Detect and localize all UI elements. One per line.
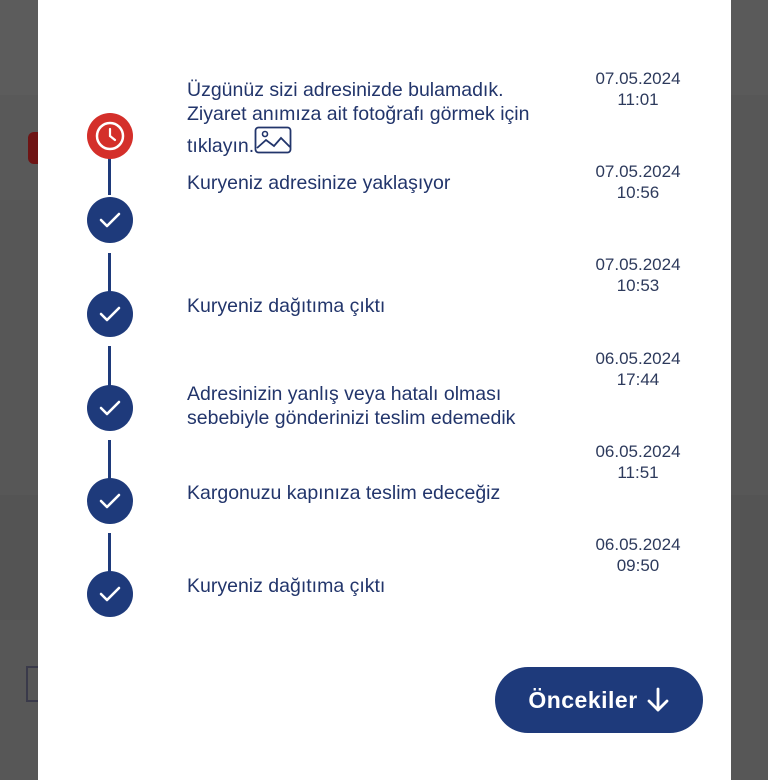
event-timestamp [578, 534, 698, 576]
background-overlay [0, 495, 38, 620]
event-text-line: Kuryeniz adresinize yaklaşıyor [187, 172, 451, 194]
timeline-connector [108, 157, 111, 195]
background-overlay [731, 0, 768, 95]
event-description [187, 574, 567, 598]
event-timestamp [578, 161, 698, 203]
event-text-line: Ziyaret anımıza ait fotoğrafı görmek için [187, 103, 530, 125]
timeline-connector [108, 440, 111, 480]
event-timestamp [578, 348, 698, 390]
arrow-down-icon [646, 687, 670, 713]
previous-events-button[interactable] [495, 667, 703, 733]
event-timestamp [578, 441, 698, 483]
event-date: 06.05.2024 [595, 349, 681, 368]
background-overlay [0, 0, 38, 95]
event-description[interactable] [187, 78, 567, 158]
event-timestamp [578, 254, 698, 296]
event-date: 07.05.2024 [595, 69, 681, 88]
event-time: 10:56 [616, 183, 660, 202]
shipment-history-modal [38, 0, 731, 780]
previous-events-label: Öncekiler [528, 686, 638, 713]
clock-icon [87, 113, 133, 159]
timeline-connector [108, 253, 111, 293]
event-description [187, 382, 567, 430]
event-time: 17:44 [616, 370, 660, 389]
check-icon [87, 291, 133, 337]
event-date: 06.05.2024 [595, 442, 681, 461]
background-overlay [0, 200, 38, 495]
event-time: 11:01 [617, 90, 659, 109]
background-overlay [731, 95, 768, 495]
event-time: 09:50 [616, 556, 660, 575]
event-description [187, 481, 567, 505]
timeline-connector [108, 533, 111, 573]
event-text-line [187, 126, 567, 158]
event-time: 10:53 [616, 276, 660, 295]
event-date: 07.05.2024 [595, 162, 681, 181]
event-text-line: Kargonuzu kapınıza teslim edeceğiz [187, 482, 501, 504]
event-text-line: Kuryeniz dağıtıma çıktı [187, 575, 386, 597]
event-description [187, 294, 567, 318]
event-text-line: Adresinizin yanlış veya hatalı olması [187, 383, 502, 405]
background-overlay [731, 495, 768, 620]
image-icon[interactable] [254, 126, 292, 154]
event-description [187, 171, 567, 195]
event-text-line: Kuryeniz dağıtıma çıktı [187, 295, 386, 317]
event-text-line: tıklayın. [187, 135, 255, 157]
event-time: 11:51 [617, 463, 659, 482]
check-icon [87, 197, 133, 243]
check-icon [87, 571, 133, 617]
event-text-line: sebebiyle gönderinizi teslim edemedik [187, 407, 516, 429]
event-date: 06.05.2024 [595, 535, 681, 554]
event-date: 07.05.2024 [595, 255, 681, 274]
check-icon [87, 478, 133, 524]
event-timestamp [578, 68, 698, 110]
timeline-connector [108, 346, 111, 386]
check-icon [87, 385, 133, 431]
event-text-line: Üzgünüz sizi adresinizde bulamadık. [187, 79, 504, 101]
